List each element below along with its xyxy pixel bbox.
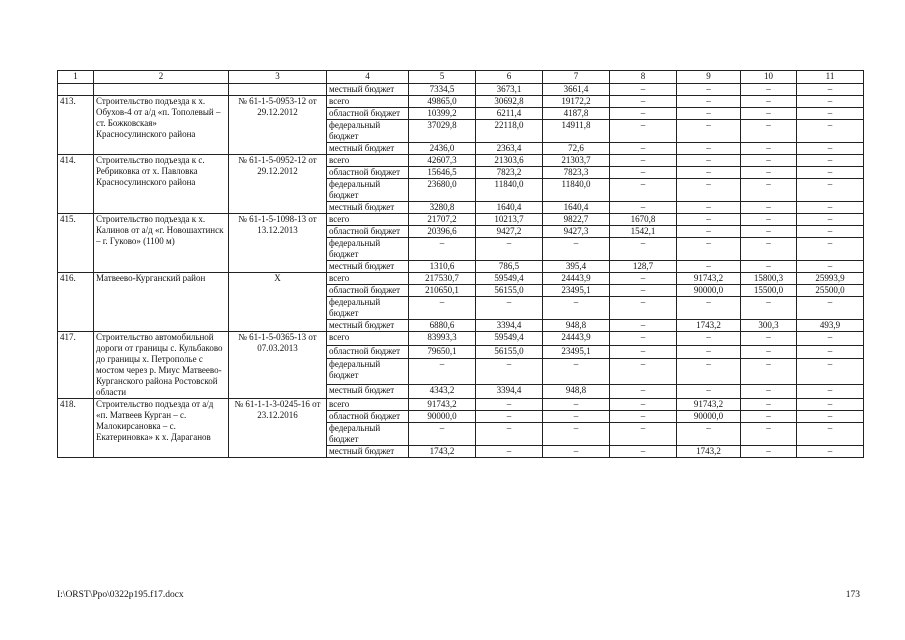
value-cell: – [797,297,864,320]
value-cell: 210650,1 [409,285,476,297]
value-cell: – [797,167,864,179]
object-name: Матвеево-Курганский район [94,273,229,332]
value-cell: – [476,411,543,423]
value-cell: 4187,8 [543,108,610,120]
table-row [58,214,864,226]
value-cell: – [741,96,797,108]
value-cell: 83993,3 [409,332,476,346]
value-cell: – [741,120,797,143]
value-cell: – [797,261,864,273]
value-cell: 3394,4 [476,320,543,332]
value-cell: 7823,3 [543,167,610,179]
value-cell: 11840,0 [476,179,543,202]
value-cell: – [741,179,797,202]
header-row [58,71,864,84]
value-cell: – [677,297,741,320]
value-cell: – [409,238,476,261]
column-header: 4 [327,71,409,84]
value-cell: – [741,143,797,155]
value-cell: – [610,108,677,120]
value-cell: 23495,1 [543,345,610,359]
object-name: Строительство подъезда к х. Калинов от а/д «г. Новошахтинск – г. Гуково» (1100 м) [94,214,229,273]
value-cell: – [610,320,677,332]
value-cell: – [677,120,741,143]
value-cell: – [677,84,741,96]
value-cell: – [476,446,543,458]
column-header: 9 [677,71,741,84]
value-cell: – [797,332,864,346]
value-cell: 11840,0 [543,179,610,202]
funding-source: всего [327,214,409,226]
funding-source: местный бюджет [327,446,409,458]
empty-cell [58,84,94,96]
value-cell: – [741,423,797,446]
value-cell: – [543,297,610,320]
value-cell: – [610,423,677,446]
value-cell: 56155,0 [476,285,543,297]
funding-source: местный бюджет [327,320,409,332]
value-cell: 948,8 [543,385,610,399]
page-number: 173 [845,590,860,600]
value-cell: – [677,143,741,155]
value-cell: 395,4 [543,261,610,273]
value-cell: 128,7 [610,261,677,273]
value-cell: 42607,3 [409,155,476,167]
value-cell: 25500,0 [797,285,864,297]
value-cell: 21707,2 [409,214,476,226]
value-cell: – [610,273,677,285]
funding-source: местный бюджет [327,202,409,214]
funding-source: областной бюджет [327,411,409,423]
value-cell: – [741,202,797,214]
funding-source: федеральный бюджет [327,297,409,320]
funding-source: местный бюджет [327,385,409,399]
value-cell: – [409,423,476,446]
value-cell: – [610,332,677,346]
table-row [58,84,864,96]
value-cell: 10399,2 [409,108,476,120]
value-cell: – [677,238,741,261]
value-cell: – [797,120,864,143]
column-header: 11 [797,71,864,84]
funding-source: областной бюджет [327,285,409,297]
value-cell: 9822,7 [543,214,610,226]
value-cell: – [610,345,677,359]
value-cell: 7823,2 [476,167,543,179]
value-cell: 217530,7 [409,273,476,285]
value-cell: 30692,8 [476,96,543,108]
value-cell: – [741,411,797,423]
value-cell: 21303,7 [543,155,610,167]
value-cell: 1743,2 [677,320,741,332]
value-cell: 1640,4 [543,202,610,214]
value-cell: – [409,297,476,320]
value-cell: – [610,297,677,320]
value-cell: 9427,3 [543,226,610,238]
column-header: 7 [543,71,610,84]
funding-source: федеральный бюджет [327,359,409,385]
value-cell: 10213,7 [476,214,543,226]
value-cell: – [797,423,864,446]
value-cell: – [677,214,741,226]
funding-source: всего [327,96,409,108]
value-cell: – [741,332,797,346]
value-cell: – [677,155,741,167]
value-cell: – [543,423,610,446]
funding-source: всего [327,273,409,285]
table-row [58,399,864,411]
value-cell: 90000,0 [677,285,741,297]
object-name: Строительство подъезда к х. Обухов-4 от а/д «п. Тополевый – ст. Божковская» Красносулинского района [94,96,229,155]
object-name: Строительство подъезда к с. Ребриковка от х. Павловка Красносулинского района [94,155,229,214]
value-cell: 90000,0 [409,411,476,423]
value-cell: 49865,0 [409,96,476,108]
value-cell: 3280,8 [409,202,476,214]
empty-cell [94,84,229,96]
value-cell: 91743,2 [677,399,741,411]
value-cell: – [797,359,864,385]
column-header: 10 [741,71,797,84]
entry-number: 415. [58,214,94,273]
entry-number: 414. [58,155,94,214]
value-cell: 7334,5 [409,84,476,96]
entry-number: 417. [58,332,94,399]
value-cell: 21303,6 [476,155,543,167]
value-cell: – [741,238,797,261]
value-cell: – [677,345,741,359]
value-cell: – [677,332,741,346]
value-cell: – [476,359,543,385]
funding-source: федеральный бюджет [327,179,409,202]
document-number: № 61-1-5-1098-13 от 13.12.2013 [229,214,327,273]
value-cell: 79650,1 [409,345,476,359]
value-cell: – [543,411,610,423]
object-name: Строительство подъезда от а/д «п. Матвеев Курган – с. Малокирсановка – с. Екатериновка» к х. Дараганов [94,399,229,458]
value-cell: 1670,8 [610,214,677,226]
funding-source: областной бюджет [327,345,409,359]
value-cell: – [741,446,797,458]
value-cell: 2363,4 [476,143,543,155]
value-cell: 786,5 [476,261,543,273]
value-cell: 1542,1 [610,226,677,238]
value-cell: – [677,179,741,202]
value-cell: – [610,167,677,179]
value-cell: 90000,0 [677,411,741,423]
value-cell: – [476,297,543,320]
value-cell: 1640,4 [476,202,543,214]
document-number: № 61-1-5-0952-12 от 29.12.2012 [229,155,327,214]
value-cell: – [741,226,797,238]
value-cell: – [610,285,677,297]
value-cell: 91743,2 [677,273,741,285]
value-cell: 24443,9 [543,332,610,346]
value-cell: – [610,202,677,214]
value-cell: – [741,108,797,120]
value-cell: 3394,4 [476,385,543,399]
value-cell: – [610,143,677,155]
funding-source: всего [327,155,409,167]
value-cell: – [677,226,741,238]
column-header: 2 [94,71,229,84]
value-cell: – [476,423,543,446]
value-cell: 37029,8 [409,120,476,143]
value-cell: – [476,399,543,411]
value-cell: 3661,4 [543,84,610,96]
funding-source: местный бюджет [327,143,409,155]
value-cell: – [797,399,864,411]
value-cell: – [610,155,677,167]
value-cell: – [677,385,741,399]
funding-source: всего [327,332,409,346]
value-cell: 14911,8 [543,120,610,143]
value-cell: 15500,0 [741,285,797,297]
value-cell: – [741,359,797,385]
value-cell: – [741,399,797,411]
value-cell: – [543,359,610,385]
value-cell: 6211,4 [476,108,543,120]
value-cell: – [797,143,864,155]
value-cell: – [797,84,864,96]
entry-number: 416. [58,273,94,332]
value-cell: 19172,2 [543,96,610,108]
value-cell: 23680,0 [409,179,476,202]
value-cell: – [741,261,797,273]
funding-source: местный бюджет [327,84,409,96]
value-cell: 9427,2 [476,226,543,238]
value-cell: 6880,6 [409,320,476,332]
value-cell: – [610,96,677,108]
value-cell: 493,9 [797,320,864,332]
value-cell: – [797,238,864,261]
value-cell: – [797,226,864,238]
document-number: № 61-1-5-0365-13 от 07.03.2013 [229,332,327,399]
value-cell: – [797,345,864,359]
object-name: Строительство автомобильной дороги от границы с. Кульбаково до границы х. Петрополье с мостом через р. Миус Матвеево-Курганского района Ростовской области [94,332,229,399]
funding-source: федеральный бюджет [327,238,409,261]
column-header: 5 [409,71,476,84]
value-cell: – [610,385,677,399]
value-cell: 948,8 [543,320,610,332]
column-header: 1 [58,71,94,84]
value-cell: – [543,238,610,261]
entry-number: 418. [58,399,94,458]
funding-source: областной бюджет [327,108,409,120]
table-row [58,155,864,167]
value-cell: 56155,0 [476,345,543,359]
value-cell: – [797,385,864,399]
value-cell: – [543,446,610,458]
value-cell: 3673,1 [476,84,543,96]
value-cell: – [797,214,864,226]
value-cell: 2436,0 [409,143,476,155]
value-cell: – [797,179,864,202]
value-cell: – [409,359,476,385]
value-cell: – [797,96,864,108]
value-cell: 59549,4 [476,273,543,285]
value-cell: – [741,155,797,167]
value-cell: 25993,9 [797,273,864,285]
value-cell: 15800,3 [741,273,797,285]
budget-table [57,70,864,458]
value-cell: – [741,167,797,179]
value-cell: 1310,6 [409,261,476,273]
value-cell: – [677,423,741,446]
value-cell: – [741,385,797,399]
value-cell: – [797,155,864,167]
value-cell: – [543,399,610,411]
file-path: I:\ORST\Ppo\0322p195.f17.docx [57,590,184,600]
value-cell: – [797,108,864,120]
funding-source: областной бюджет [327,226,409,238]
value-cell: – [610,399,677,411]
value-cell: – [610,179,677,202]
value-cell: 1743,2 [677,446,741,458]
value-cell: – [797,202,864,214]
value-cell: 23495,1 [543,285,610,297]
value-cell: 1743,2 [409,446,476,458]
value-cell: 59549,4 [476,332,543,346]
value-cell: – [610,446,677,458]
value-cell: – [610,359,677,385]
value-cell: – [797,446,864,458]
document-number: № 61-1-5-0953-12 от 29.12.2012 [229,96,327,155]
value-cell: – [797,411,864,423]
value-cell: – [677,359,741,385]
column-header: 6 [476,71,543,84]
document-number: Х [229,273,327,332]
funding-source: местный бюджет [327,261,409,273]
entry-number: 413. [58,96,94,155]
value-cell: – [476,238,543,261]
value-cell: 91743,2 [409,399,476,411]
value-cell: – [610,84,677,96]
value-cell: 20396,6 [409,226,476,238]
funding-source: федеральный бюджет [327,120,409,143]
column-header: 3 [229,71,327,84]
table-row [58,273,864,285]
document-number: № 61-1-1-3-0245-16 от 23.12.2016 [229,399,327,458]
value-cell: 72,6 [543,143,610,155]
value-cell: – [677,96,741,108]
value-cell: – [677,261,741,273]
value-cell: – [741,297,797,320]
value-cell: – [677,202,741,214]
table-row [58,96,864,108]
empty-cell [229,84,327,96]
column-header: 8 [610,71,677,84]
value-cell: – [677,167,741,179]
value-cell: – [677,108,741,120]
value-cell: – [610,238,677,261]
value-cell: – [741,214,797,226]
value-cell: 15646,5 [409,167,476,179]
value-cell: – [741,84,797,96]
value-cell: 24443,9 [543,273,610,285]
value-cell: 22118,0 [476,120,543,143]
funding-source: всего [327,399,409,411]
value-cell: – [741,345,797,359]
value-cell: – [610,120,677,143]
value-cell: – [610,411,677,423]
funding-source: областной бюджет [327,167,409,179]
value-cell: 4343,2 [409,385,476,399]
value-cell: 300,3 [741,320,797,332]
funding-source: федеральный бюджет [327,423,409,446]
table-row [58,332,864,346]
